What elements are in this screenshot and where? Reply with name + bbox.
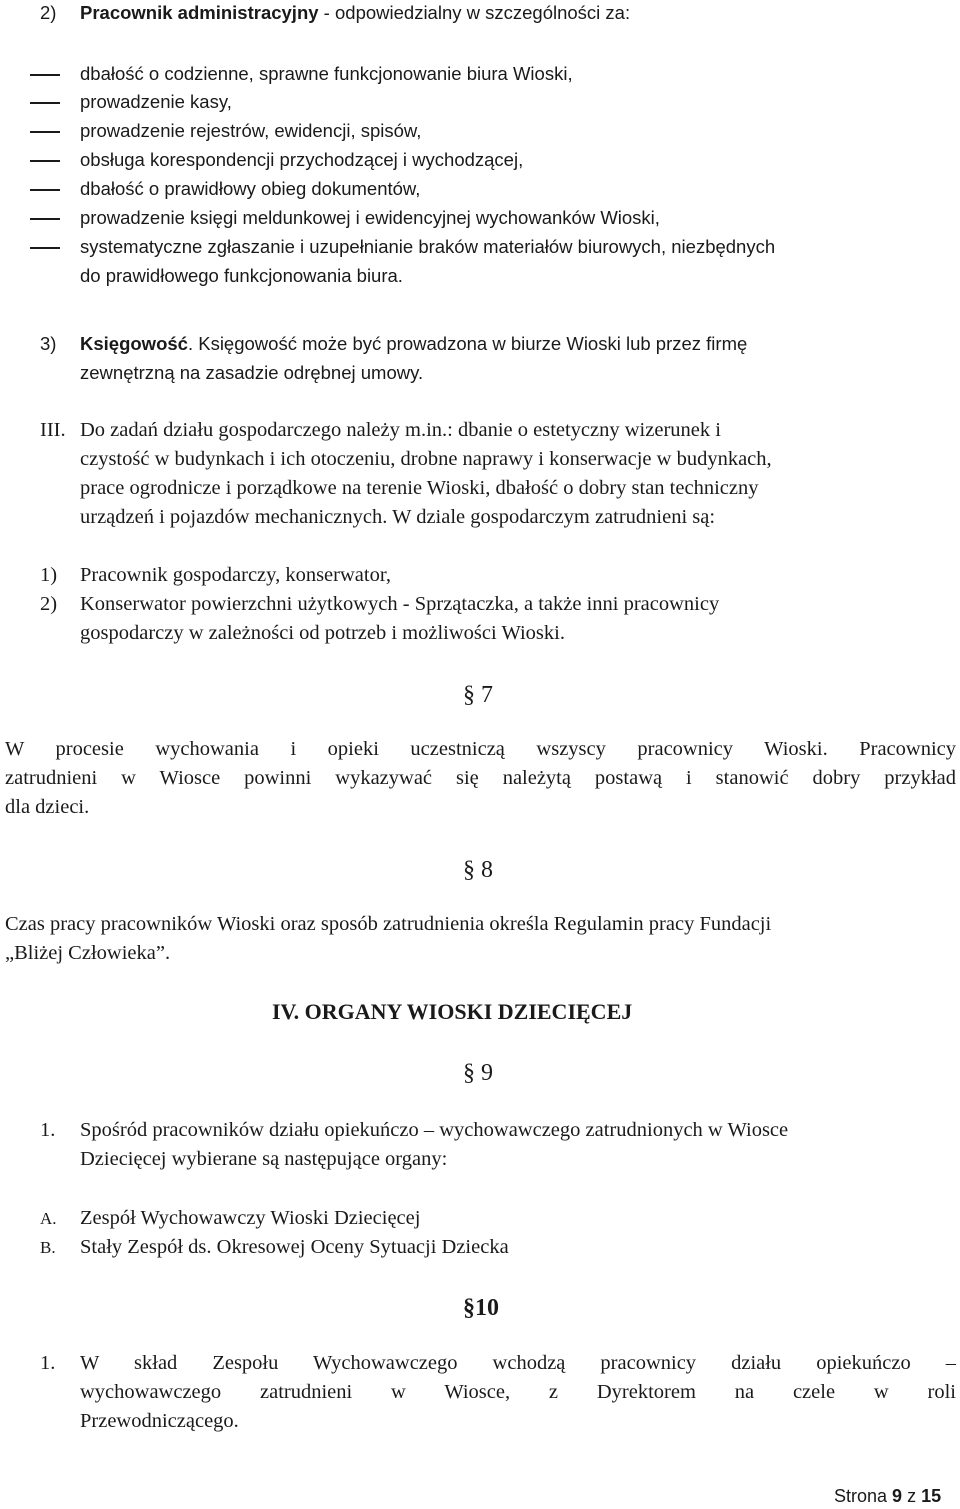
paragraph-7-text: W procesie wychowania i opieki uczestniczą wszyscy pracownicy Wioski. Pracownicy xyxy=(5,738,956,760)
paragraph-7-sign: § 7 xyxy=(463,682,493,708)
organ-item: Zespół Wychowawczy Wioski Dziecięcej xyxy=(80,1207,421,1229)
list-item: obsługa korespondencji przychodzącej i wychodzącej, xyxy=(80,149,524,170)
organ-letter: A. xyxy=(40,1209,57,1228)
paragraph-10-line: Przewodniczącego. xyxy=(80,1410,239,1432)
paragraph-10-sign: §10 xyxy=(463,1295,499,1321)
dash-bullet xyxy=(30,131,60,133)
section-3-line-1 xyxy=(80,330,958,358)
paragraph-10-line xyxy=(80,1378,956,1407)
staff-list-continuation: gospodarczy w zależności od potrzeb i możliwości Wioski. xyxy=(80,622,565,644)
list-item: systematyczne zgłaszanie i uzupełnianie braków materiałów biurowych, niezbędnych xyxy=(80,236,776,257)
section-iii-line: prace ogrodnicze i porządkowe na terenie Wioski, dbałość o dobry stan techniczny xyxy=(80,477,759,499)
paragraph-10-line xyxy=(80,1349,956,1378)
staff-list-item: Pracownik gospodarczy, konserwator, xyxy=(80,564,391,586)
footer-separator: z xyxy=(902,1486,922,1506)
section-2-heading xyxy=(80,0,630,26)
section-2-number: 2) xyxy=(40,2,57,23)
organ-letter: B. xyxy=(40,1238,56,1257)
section-3-title: Księgowość xyxy=(80,333,188,354)
staff-list-number: 2) xyxy=(40,593,58,615)
paragraph-10-text: W skład Zespołu Wychowawczego wchodzą pracownicy działu opiekuńczo – xyxy=(80,1352,956,1374)
staff-list-number: 1) xyxy=(40,564,58,586)
section-2-title: Pracownik administracyjny xyxy=(80,2,319,23)
paragraph-9-number: 1. xyxy=(40,1119,56,1141)
section-iii-line: urządzeń i pojazdów mechanicznych. W dziale gospodarczym zatrudnieni są: xyxy=(80,506,716,528)
section-2-title-rest: - odpowiedzialny w szczególności za: xyxy=(318,2,631,23)
paragraph-8-sign: § 8 xyxy=(463,857,493,883)
list-item: prowadzenie kasy, xyxy=(80,91,232,112)
paragraph-8-line: Czas pracy pracowników Wioski oraz sposób zatrudnienia określa Regulamin pracy Fundacji xyxy=(5,913,772,935)
footer-prefix: Strona xyxy=(834,1486,893,1506)
total-pages: 15 xyxy=(921,1486,942,1506)
section-3-line-2: zewnętrzną na zasadzie odrębnej umowy. xyxy=(80,362,424,383)
page-footer xyxy=(834,1484,941,1508)
list-item: prowadzenie księgi meldunkowej i ewidencyjnej wychowanków Wioski, xyxy=(80,207,660,228)
paragraph-7-text: zatrudnieni w Wiosce powinni wykazywać się należytą postawą i stanowić dobry przykład xyxy=(5,767,956,789)
list-item: prowadzenie rejestrów, ewidencji, spisów, xyxy=(80,120,422,141)
paragraph-9-line: Dziecięcej wybierane są następujące organy: xyxy=(80,1148,448,1170)
dash-bullet xyxy=(30,160,60,162)
paragraph-7-line xyxy=(5,735,956,764)
section-iii-line: czystość w budynkach i ich otoczeniu, drobne naprawy i konserwacje w budynkach, xyxy=(80,448,772,470)
section-iii-number: III. xyxy=(40,419,66,441)
paragraph-10-text: wychowawczego zatrudnieni w Wiosce, z Dyrektorem na czele w roli xyxy=(80,1381,956,1403)
section-iii-line: Do zadań działu gospodarczego należy m.in.: dbanie o estetyczny wizerunek i xyxy=(80,419,721,441)
paragraph-9-sign: § 9 xyxy=(463,1060,493,1086)
paragraph-7-line: dla dzieci. xyxy=(5,796,90,818)
dash-bullet xyxy=(30,247,60,249)
dash-bullet xyxy=(30,102,60,104)
dash-bullet xyxy=(30,189,60,191)
organ-item: Stały Zespół ds. Okresowej Oceny Sytuacji Dziecka xyxy=(80,1236,509,1258)
current-page-number: 9 xyxy=(892,1486,903,1506)
staff-list-item: Konserwator powierzchni użytkowych - Sprzątaczka, a także inni pracownicy xyxy=(80,593,720,615)
dash-bullet xyxy=(30,218,60,220)
list-item: dbałość o codzienne, sprawne funkcjonowanie biura Wioski, xyxy=(80,63,573,84)
list-item-continuation: do prawidłowego funkcjonowania biura. xyxy=(80,265,403,286)
paragraph-10-number: 1. xyxy=(40,1352,56,1374)
dash-bullet xyxy=(30,74,60,76)
paragraph-7-line xyxy=(5,764,956,793)
list-item: dbałość o prawidłowy obieg dokumentów, xyxy=(80,178,421,199)
paragraph-9-line: Spośród pracowników działu opiekuńczo – wychowawczego zatrudnionych w Wiosce xyxy=(80,1119,789,1141)
paragraph-8-line: „Bliżej Człowieka”. xyxy=(5,942,171,964)
chapter-4-title: IV. ORGANY WIOSKI DZIECIĘCEJ xyxy=(272,999,633,1024)
section-3-number: 3) xyxy=(40,333,57,354)
section-3-text: . Księgowość może być prowadzona w biurze Wioski lub przez firmę xyxy=(187,333,748,354)
